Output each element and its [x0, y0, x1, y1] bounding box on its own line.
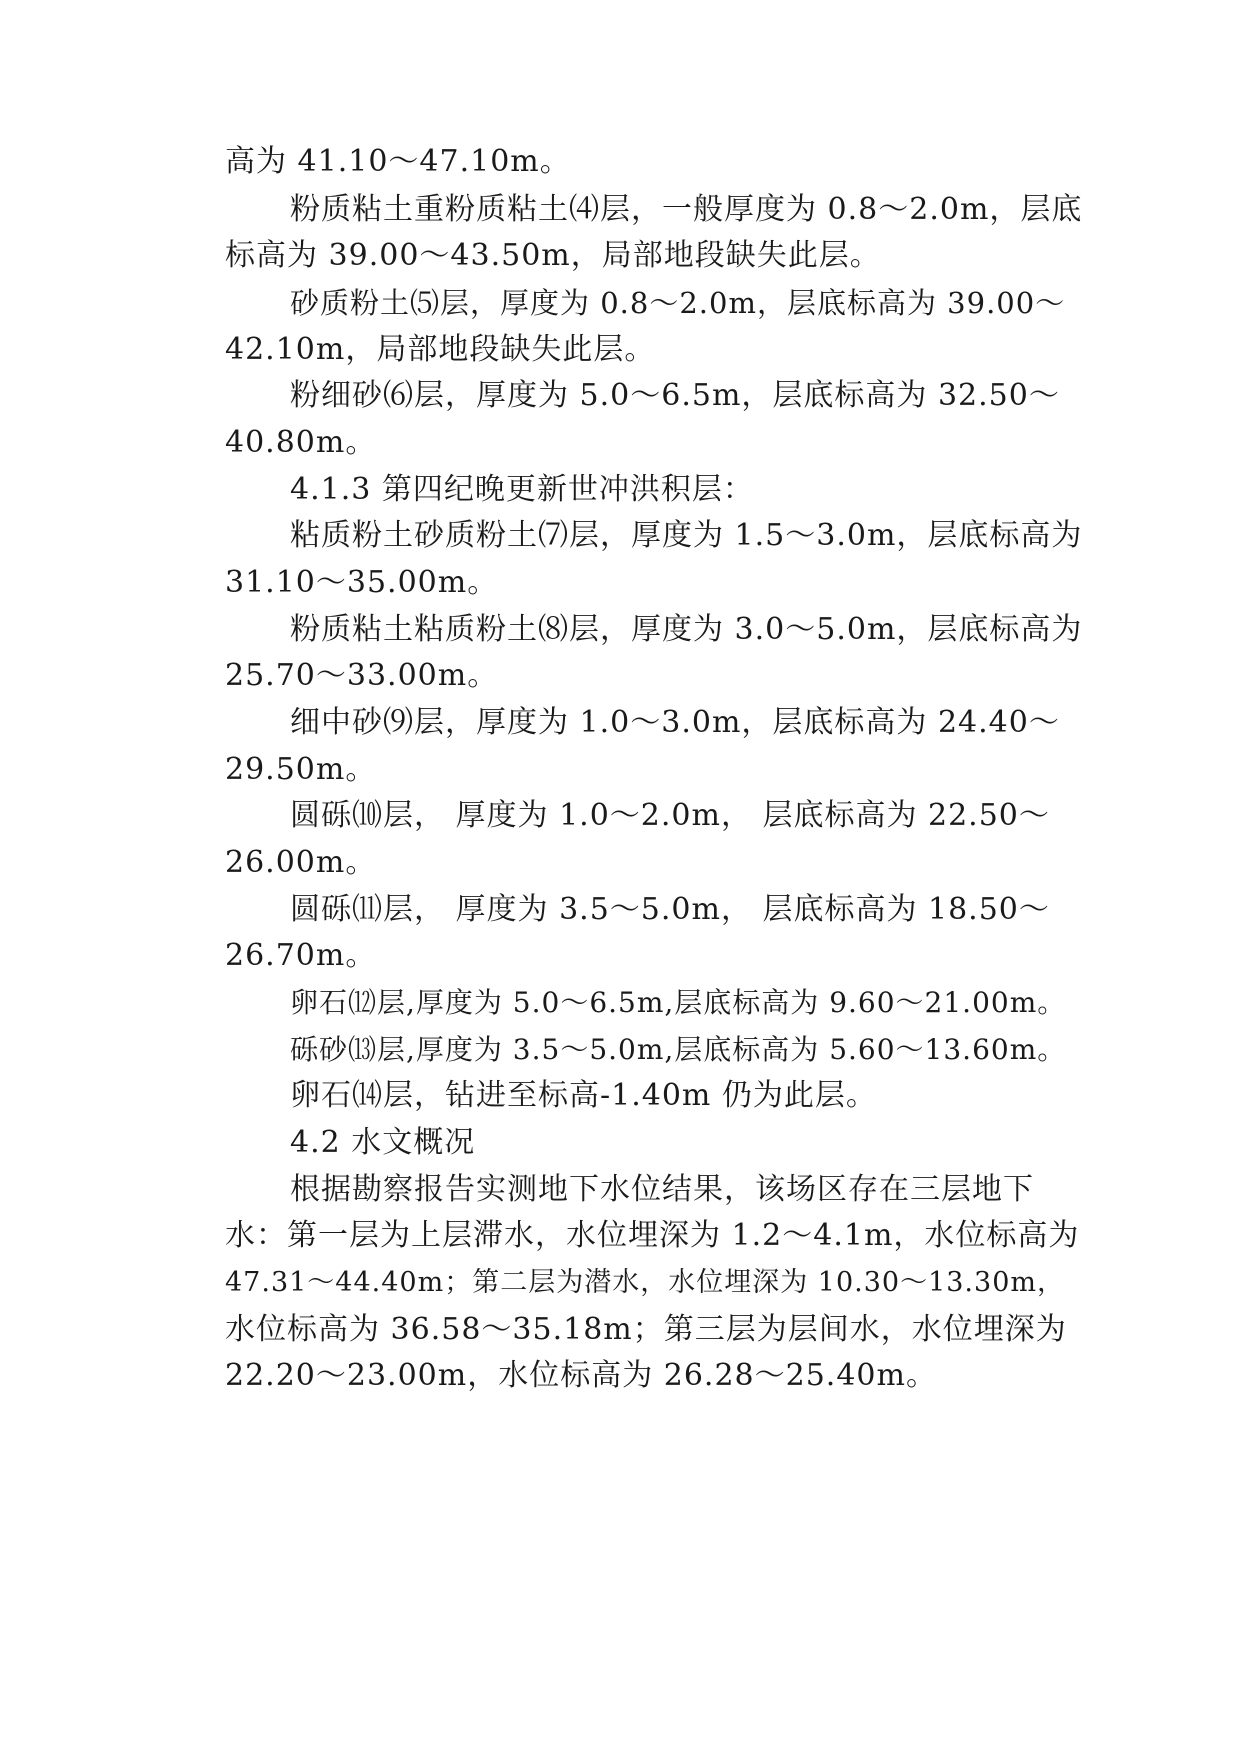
text-line: 25.70～33.00m。	[225, 658, 499, 693]
text-line: 47.31～44.40m；第二层为潜水，水位埋深为 10.30～13.30m，	[225, 1267, 1065, 1298]
text-line: 圆砾⑽层， 厚度为 1.0～2.0m， 层底标高为 22.50～	[290, 798, 1050, 833]
text-line: 圆砾⑾层， 厚度为 3.5～5.0m， 层底标高为 18.50～	[290, 892, 1050, 927]
text-line: 水：第一层为上层滞水，水位埋深为 1.2～4.1m，水位标高为	[225, 1218, 1080, 1253]
text-line: 40.80m。	[225, 425, 377, 460]
text-line: 29.50m。	[225, 752, 377, 787]
section-heading: 4.1.3 第四纪晚更新世冲洪积层：	[290, 472, 754, 507]
text-line: 砂质粉土⑸层，厚度为 0.8～2.0m，层底标高为 39.00～	[290, 286, 1066, 320]
text-line: 砾砂⒀层,厚度为 3.5～5.0m,层底标高为 5.60～13.60m。	[290, 1033, 1067, 1066]
text-line: 31.10～35.00m。	[225, 565, 499, 600]
text-line: 根据勘察报告实测地下水位结果，该场区存在三层地下	[290, 1172, 1034, 1207]
text-line: 26.70m。	[225, 938, 377, 973]
text-line: 粉细砂⑹层，厚度为 5.0～6.5m，层底标高为 32.50～	[290, 378, 1060, 413]
text-line: 26.00m。	[225, 845, 377, 880]
text-line: 22.20～23.00m，水位标高为 26.28～25.40m。	[225, 1358, 937, 1393]
text-line: 粉质粘土重粉质粘土⑷层，一般厚度为 0.8～2.0m，层底	[290, 192, 1083, 227]
text-line: 水位标高为 36.58～35.18m；第三层为层间水，水位埋深为	[225, 1312, 1067, 1347]
text-line: 粉质粘土粘质粉土⑻层，厚度为 3.0～5.0m，层底标高为	[290, 612, 1083, 647]
text-line: 卵石⑿层,厚度为 5.0～6.5m,层底标高为 9.60～21.00m。	[290, 986, 1067, 1019]
text-line: 粘质粉土砂质粉土⑺层，厚度为 1.5～3.0m，层底标高为	[290, 518, 1083, 553]
text-line: 卵石⒁层，钻进至标高-1.40m 仍为此层。	[290, 1078, 877, 1113]
text-line: 42.10m，局部地段缺失此层。	[225, 332, 656, 367]
text-line: 高为 41.10～47.10m。	[225, 144, 571, 179]
text-line: 细中砂⑼层，厚度为 1.0～3.0m，层底标高为 24.40～	[290, 705, 1060, 740]
section-heading: 4.2 水文概况	[290, 1125, 476, 1160]
text-line: 标高为 39.00～43.50m，局部地段缺失此层。	[225, 238, 881, 273]
